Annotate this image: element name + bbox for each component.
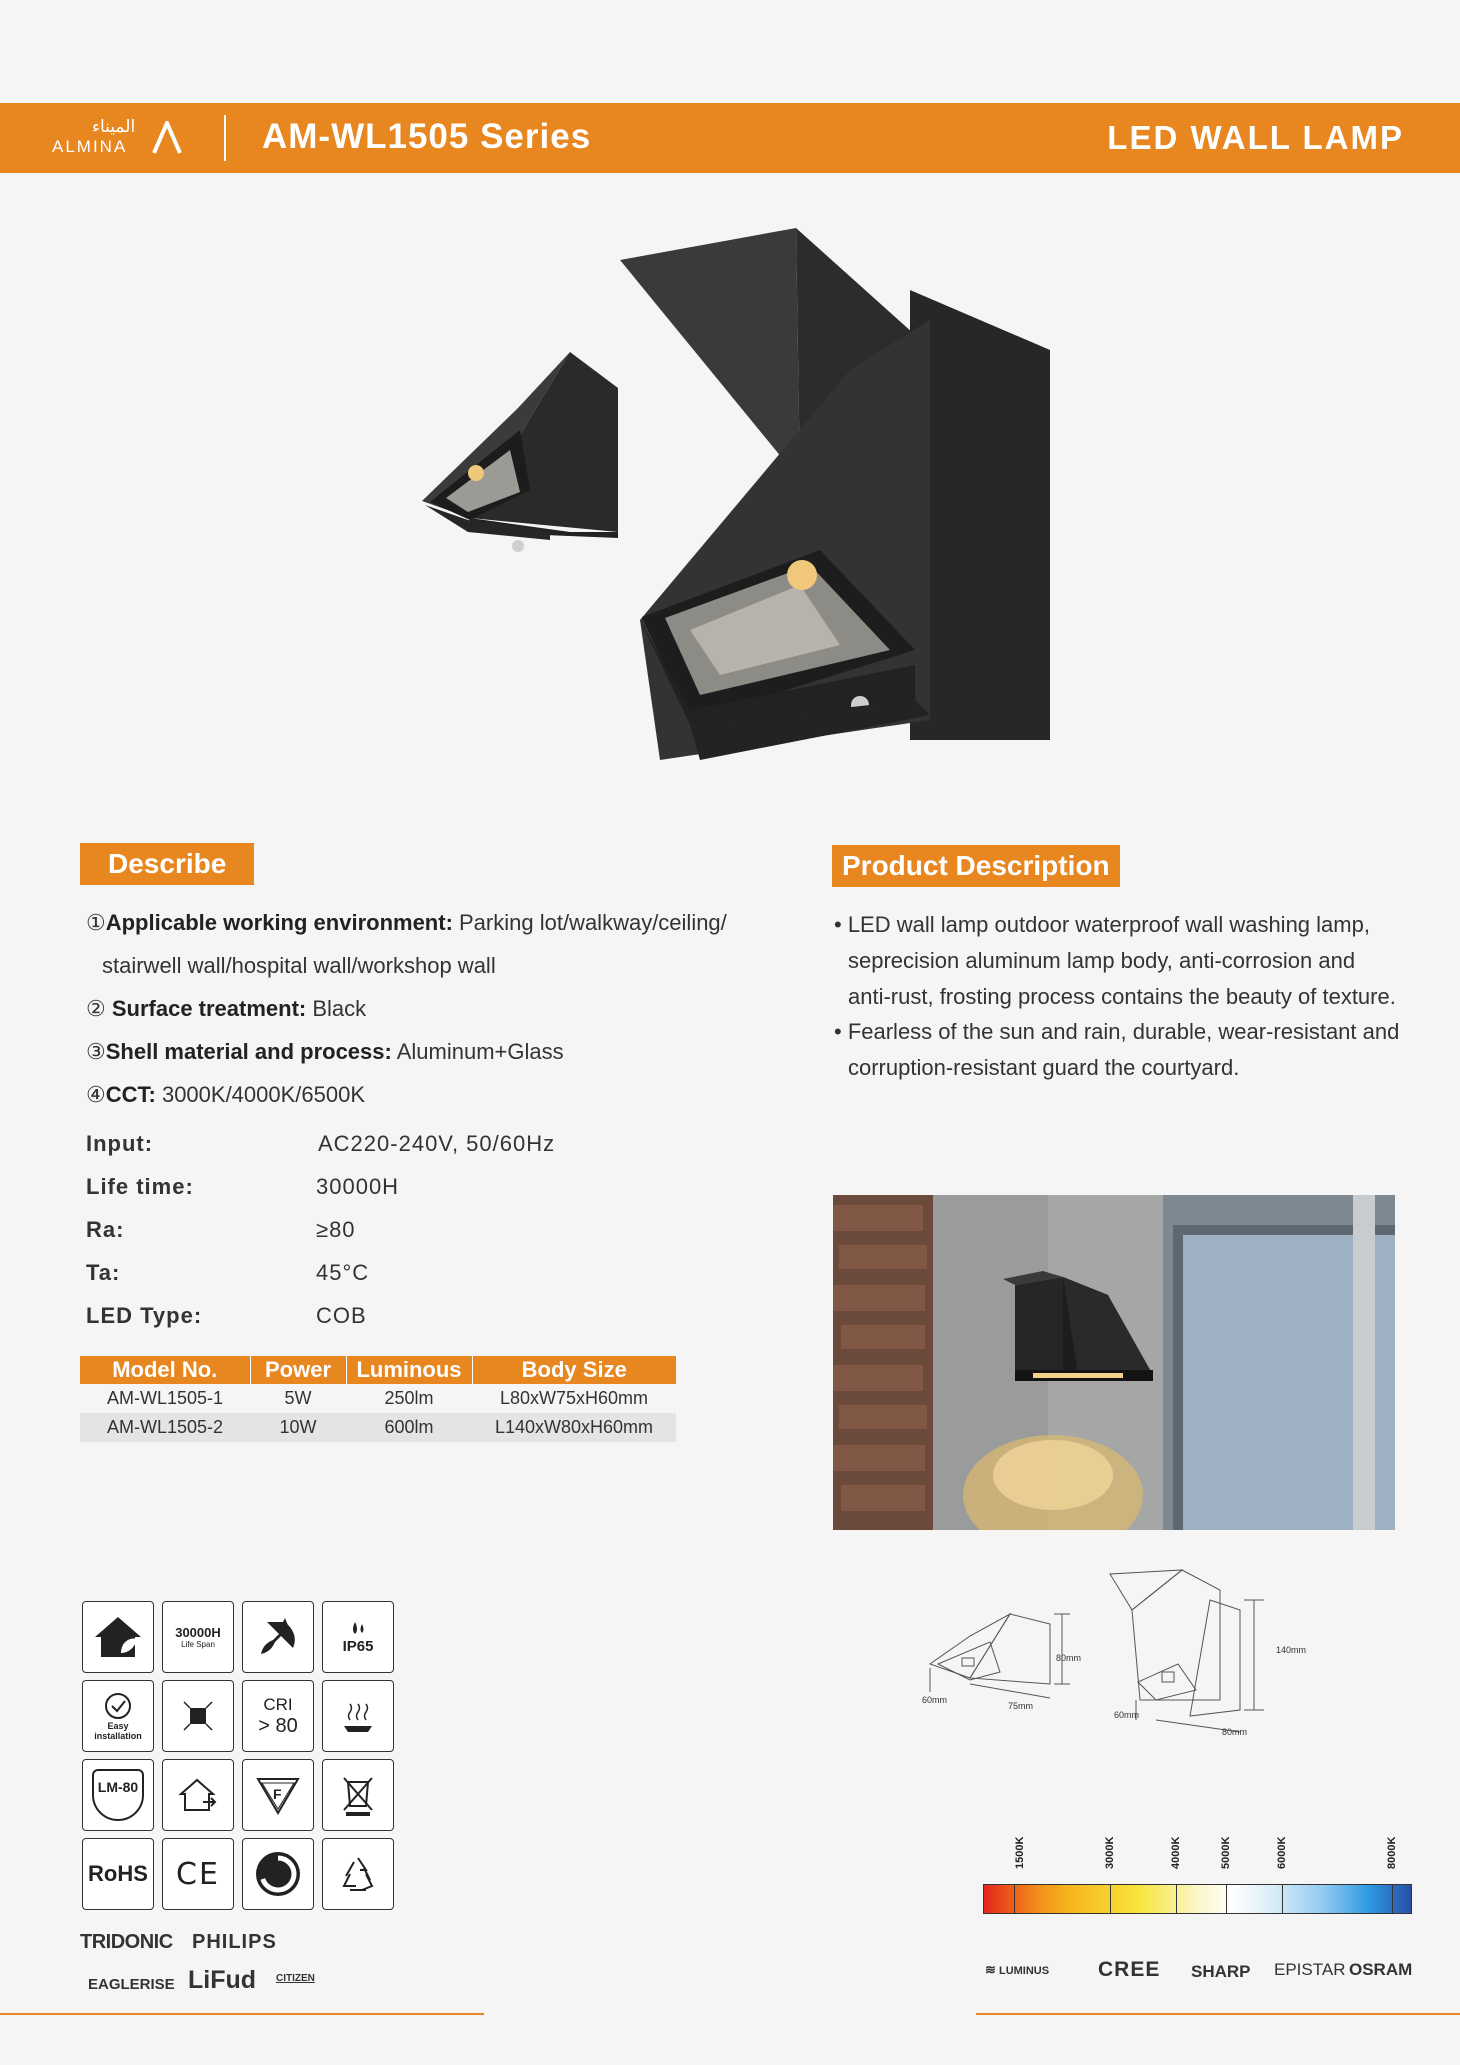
brand-logo — [52, 117, 192, 159]
cct-tick-mark — [1392, 1884, 1393, 1914]
brand-tridonic: TRIDONIC — [80, 1931, 173, 1953]
ce-icon — [162, 1838, 234, 1910]
spec-label-ta: Ta: — [86, 1260, 121, 1285]
large-height-label: 140mm — [1276, 1645, 1307, 1655]
spec-value-lifetime: 30000H — [316, 1174, 400, 1199]
footer-line-right — [976, 2013, 1460, 2015]
life-span-label: Life Span — [181, 1640, 215, 1649]
col-body-size: Body Size — [472, 1356, 676, 1384]
cri-value: > 80 — [258, 1714, 298, 1737]
item-value: Black — [306, 996, 367, 1021]
cell-power: 10W — [250, 1413, 346, 1442]
weee-bin-icon — [322, 1759, 394, 1831]
item-value: stairwell wall/hospital wall/workshop wall — [102, 953, 496, 978]
installation-scene-photo — [833, 1195, 1395, 1530]
small-depth-label: 60mm — [922, 1695, 948, 1705]
up-down-light-icon — [162, 1680, 234, 1752]
item-value: Aluminum+Glass — [391, 1039, 564, 1064]
cct-tick-mark — [1176, 1884, 1177, 1914]
spec-label-ra: Ra: — [86, 1217, 125, 1242]
recycle-icon — [322, 1838, 394, 1910]
ip-rating-label: IP65 — [342, 1637, 374, 1655]
cct-tick-mark — [1014, 1884, 1015, 1914]
brand-sharp: SHARP — [1191, 1962, 1251, 1981]
product-description-line: • Fearless of the sun and rain, durable, wear-resistant and — [834, 1019, 1400, 1044]
header-divider — [224, 115, 226, 161]
cell-power: 5W — [284, 1388, 312, 1408]
cri-label: CRI — [263, 1694, 293, 1714]
logo-arabic-text: الميناء — [92, 117, 136, 137]
cell-luminous: 600lm — [346, 1413, 472, 1442]
small-height-label: 80mm — [1056, 1653, 1082, 1663]
table-row — [80, 1384, 676, 1413]
easy-installation-icon — [82, 1680, 154, 1752]
cct-label-1500k: 1500K — [1014, 1836, 1026, 1869]
brand-epistar: EPISTAR — [1274, 1960, 1346, 1979]
col-model: Model No. — [80, 1356, 250, 1384]
cct-tick-mark — [1226, 1884, 1227, 1914]
cell-model: AM-WL1505-2 — [80, 1413, 250, 1442]
item-value: Parking lot/walkway/ceiling/ — [452, 910, 727, 935]
brand-citizen: CITIZEN — [276, 1973, 315, 1984]
describe-item-2 — [86, 996, 366, 1022]
cct-label-4000k: 4000K — [1170, 1836, 1182, 1869]
cct-label-6000k: 6000K — [1276, 1836, 1288, 1869]
spec-label-lifetime: Life time: — [86, 1174, 194, 1199]
product-description-line: corruption-resistant guard the courtyard. — [848, 1055, 1240, 1080]
indoor-outdoor-icon — [162, 1759, 234, 1831]
brand-luminus-label: LUMINUS — [998, 1965, 1050, 1977]
small-lamp-drawing — [930, 1614, 1070, 1698]
easy-installation-label: Easy installation — [94, 1721, 142, 1741]
lm80-icon — [82, 1759, 154, 1831]
spec-value-ta: 45°C — [316, 1260, 370, 1285]
item-label: Applicable working environment: — [105, 910, 453, 935]
spec-value-input: AC220-240V, 50/60Hz — [318, 1131, 556, 1156]
item-label: Surface treatment: — [105, 996, 307, 1021]
large-lamp-image — [620, 228, 1050, 760]
brand-luminus — [985, 1962, 1049, 1978]
life-span-icon — [162, 1601, 234, 1673]
product-description-line: • LED wall lamp outdoor waterproof wall washing lamp, — [834, 912, 1370, 937]
large-lamp-drawing — [1110, 1570, 1264, 1732]
item-label: Shell material and process: — [105, 1039, 392, 1064]
rohs-icon — [82, 1838, 154, 1910]
svg-text:F: F — [273, 1786, 282, 1802]
cri-icon — [242, 1680, 314, 1752]
large-depth-label: 60mm — [1114, 1710, 1140, 1720]
small-width-label: 75mm — [1008, 1701, 1034, 1711]
luminus-swoosh-icon: ≋ — [985, 1962, 996, 1977]
cct-color-bar — [983, 1884, 1412, 1914]
life-span-value: 30000H — [175, 1625, 221, 1640]
logo-mark-icon — [150, 121, 184, 155]
item-number: ③ — [86, 1039, 106, 1064]
brand-eaglerise: EAGLERISE — [88, 1976, 175, 1993]
header-bar — [0, 103, 1460, 173]
item-number: ② — [86, 996, 106, 1021]
brand-lifud: LiFud — [188, 1966, 257, 1994]
cell-body-size: L140xW80xH60mm — [472, 1413, 676, 1442]
col-luminous: Luminous — [346, 1356, 472, 1384]
spec-value-ra: ≥80 — [316, 1217, 356, 1242]
brand-osram: OSRAM — [1349, 1960, 1413, 1979]
cct-label-8000k: 8000K — [1386, 1836, 1398, 1869]
describe-item-4 — [86, 1082, 365, 1108]
item-label: CCT: — [105, 1082, 156, 1107]
cct-tick-mark — [1110, 1884, 1111, 1914]
item-number: ① — [86, 910, 106, 935]
cell-luminous: 250lm — [384, 1388, 434, 1408]
product-description-line: anti-rust, frosting process contains the beauty of texture. — [848, 984, 1396, 1009]
heat-dissipation-icon — [322, 1680, 394, 1752]
small-lamp-image — [422, 352, 618, 552]
lm80-label: LM-80 — [97, 1779, 139, 1795]
large-width-label: 80mm — [1222, 1727, 1248, 1737]
cell-body-size: L80xW75xH60mm — [499, 1388, 649, 1408]
item-number: ④ — [86, 1082, 106, 1107]
model-table — [80, 1356, 676, 1442]
f-mark-icon — [242, 1759, 314, 1831]
green-dot-icon — [242, 1838, 314, 1910]
product-description-line: seprecision aluminum lamp body, anti-corrosion and — [848, 948, 1356, 973]
brand-philips: PHILIPS — [192, 1931, 277, 1953]
cct-tick-mark — [1282, 1884, 1283, 1914]
outdoor-home-icon — [82, 1601, 154, 1673]
cct-label-5000k: 5000K — [1220, 1836, 1232, 1869]
col-power: Power — [250, 1356, 346, 1384]
cct-label-3000k: 3000K — [1104, 1836, 1116, 1869]
ce-label: CE — [176, 1856, 220, 1892]
category-title: LED WALL LAMP — [1107, 119, 1404, 156]
logo-text: ALMINA — [52, 137, 128, 156]
spec-value-led-type: COB — [316, 1303, 367, 1328]
table-header-row — [80, 1356, 676, 1384]
describe-item-1-cont — [102, 953, 496, 979]
footer-line-left — [0, 2013, 484, 2015]
describe-item-1 — [86, 910, 727, 936]
item-value: 3000K/4000K/6500K — [155, 1082, 366, 1107]
spec-label-input: Input: — [86, 1131, 154, 1156]
cell-model: AM-WL1505-1 — [106, 1388, 224, 1408]
product-description-title: Product Description — [832, 845, 1120, 887]
spec-label-led-type: LED Type: — [86, 1303, 203, 1328]
rohs-label: RoHS — [88, 1861, 148, 1886]
table-row — [80, 1413, 676, 1442]
energy-saving-icon — [242, 1601, 314, 1673]
product-photo — [370, 220, 1070, 780]
dimension-drawings — [910, 1560, 1330, 1740]
describe-title: Describe — [80, 843, 254, 885]
brand-cree: CREE — [1098, 1958, 1161, 1981]
series-title: AM-WL1505 Series — [262, 117, 592, 156]
ip65-icon — [322, 1601, 394, 1673]
describe-item-3 — [86, 1039, 564, 1065]
